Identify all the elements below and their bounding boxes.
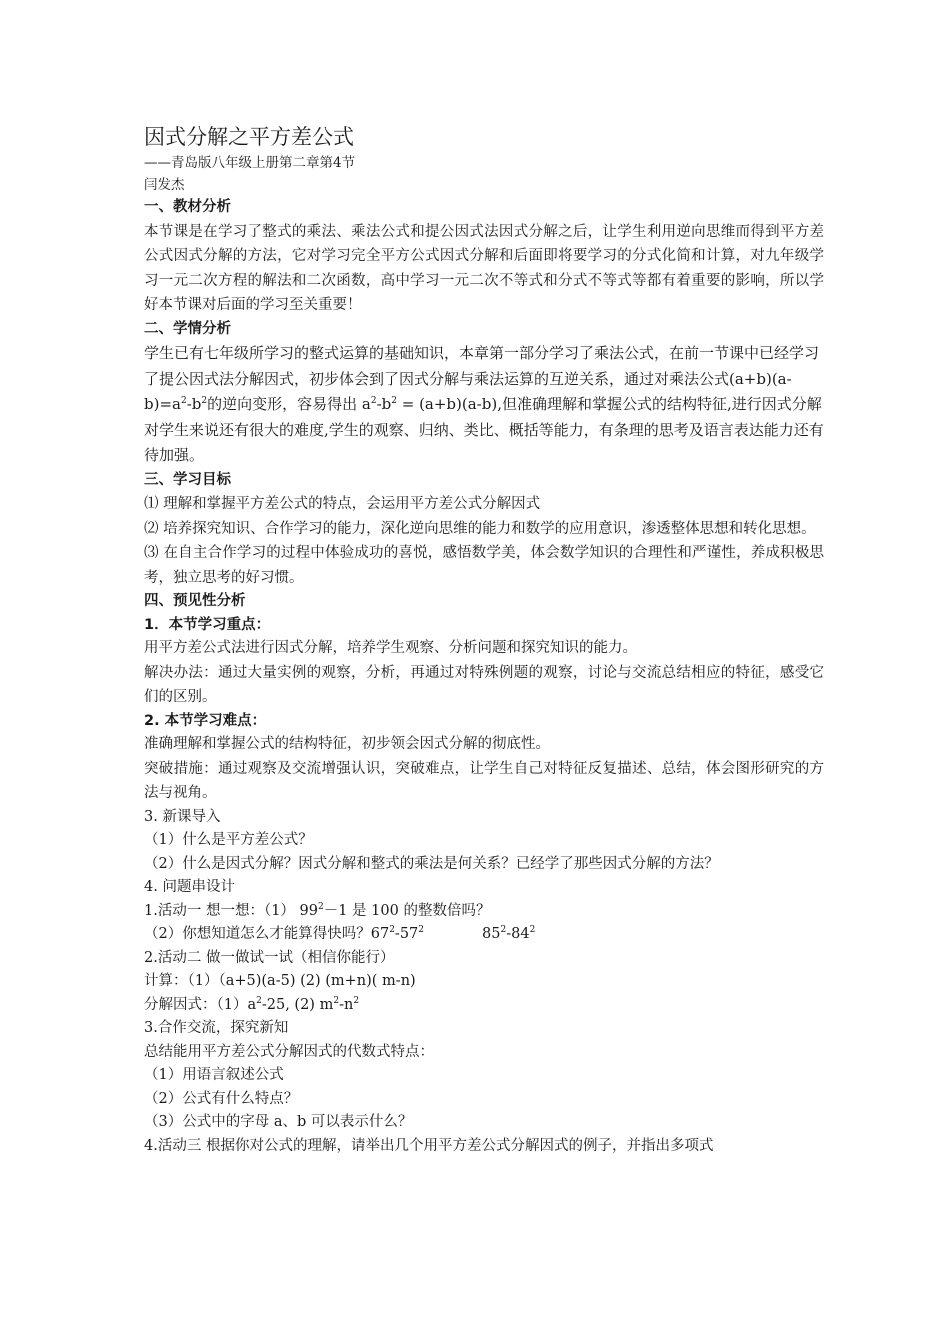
intro-heading: 3. 新课导入 <box>144 808 221 825</box>
activity-3-body: 总结能用平方差公式分解因式的代数式特点： <box>144 1043 434 1060</box>
document-page <box>144 122 824 1158</box>
key-point-solution: 解决办法：通过大量实例的观察，分析，再通过对特殊例题的观察，讨论与交流总结相应的特征，感受它们的区别。 <box>144 664 824 705</box>
section-heading-1: 一、教材分析 <box>144 199 231 215</box>
doc-title: 因式分解之平方差公式 <box>144 125 354 149</box>
activity-3-q1: （1）用语言叙述公式 <box>144 1067 284 1083</box>
section-heading-2: 二、学情分析 <box>144 320 231 337</box>
section-heading-4: 四、预见性分析 <box>144 593 246 609</box>
activity-3-q2: （2）公式有什么特点？ <box>144 1090 299 1107</box>
question-chain-heading: 4. 问题串设计 <box>144 879 235 895</box>
activity-3-heading: 3.合作交流，探究新知 <box>144 1020 289 1036</box>
activity-1: 1.活动一 想一想：（1） $99^2-1$ 是 100 的整数倍吗？ <box>144 901 491 919</box>
difficulty-heading: 2. 本节学习难点： <box>144 712 267 729</box>
section-body-2: 学生已有七年级所学习的整式运算的基础知识，本章第一部分学习了乘法公式，在前一节课中已经学习了提公因式法分解因式，初步体会到了因式分解与乘法运算的互逆关系，通过对乘法公式$(a+b)(a-b)=a^2-b^2$的逆向变形，容易得出 $a^2-b^2 = (a+b)(a-b)$,但准确理解和掌握公式的结构特征,进行因式分解对学生来说还有很大的难度,学生的观察、归纳、类比、概括等能力，有条理的思考及语言表达能力还有待加强。 <box>144 344 824 464</box>
goal-2: ⑵ 培养探究知识、合作学习的能力，深化逆向思维的能力和数学的应用意识，渗透整体思想和转化思想。 <box>144 520 816 537</box>
activity-2-calc: 计算：（1）（a+5)(a-5) (2) (m+n)( m-n) <box>144 973 416 989</box>
activity-2: 2.活动二 做一做试一试（相信你能行） <box>144 949 395 966</box>
doc-subtitle: ——青岛版八年级上册第二章第4节 <box>144 155 356 171</box>
doc-author: 闫发杰 <box>144 177 185 193</box>
goal-1: ⑴ 理解和掌握平方差公式的特点，会运用平方差公式分解因式 <box>144 496 541 512</box>
intro-question-1: （1）什么是平方差公式？ <box>144 832 313 848</box>
activity-1-question-2: （2）你想知道怎么才能算得快吗？$67^2-57^2$ $85^2-84^2$ <box>144 925 536 942</box>
difficulty-body: 准确理解和掌握公式的结构特征，初步领会因式分解的彻底性。 <box>144 736 550 752</box>
key-point-heading: 1．本节学习重点： <box>144 616 271 633</box>
intro-question-2: （2）什么是因式分解？因式分解和整式的乘法是何关系？已经学了那些因式分解的方法？ <box>144 855 719 872</box>
section-heading-3: 三、学习目标 <box>144 471 231 488</box>
key-point-body: 用平方差公式法进行因式分解，培养学生观察、分析问题和探究知识的能力。 <box>144 640 637 656</box>
difficulty-solution: 突破措施：通过观察及交流增强认识，突破难点，让学生自己对特征反复描述、总结，体会图形研究的方法与视角。 <box>144 760 824 801</box>
activity-2-factor: 分解因式：$(1)a^2-25$, (2) $m^2-n^2$ <box>144 995 360 1013</box>
activity-3-q3: （3）公式中的字母 a、b 可以表示什么？ <box>144 1114 413 1130</box>
goal-3: ⑶ 在自主合作学习的过程中体验成功的喜悦，感悟数学美，体会数学知识的合理性和严谨性，养成积极思考，独立思考的好习惯。 <box>144 545 824 586</box>
section-body-1: 本节课是在学习了整式的乘法、乘法公式和提公因式法因式分解之后，让学生利用逆向思维而得到平方差公式因式分解的方法，它对学习完全平方公式因式分解和后面即将要学习的分式化简和计算，对九年级学习一元二次方程的解法和二次函数，高中学习一元二次不等式和分式不等式等都有着重要的影响，所以学好本节课对后面的学习至关重要！ <box>144 223 824 313</box>
activity-4: 4.活动三 根据你对公式的理解，请举出几个用平方差公式分解因式的例子，并指出多项式 <box>144 1137 714 1154</box>
